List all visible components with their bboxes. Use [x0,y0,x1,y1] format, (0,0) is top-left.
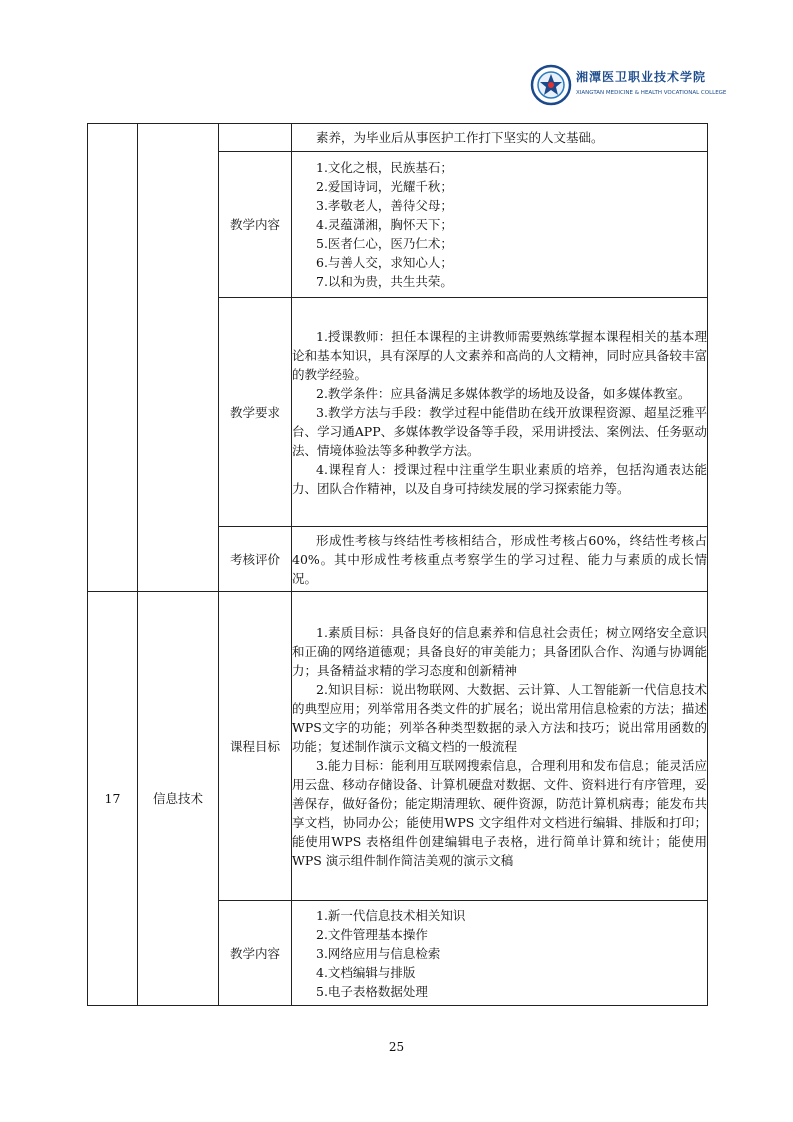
list-item: 3.孝敬老人，善待父母； [316,198,453,213]
row-label: 教学内容 [219,152,292,298]
list-item: 3.网络应用与信息检索 [316,945,441,961]
college-name: 湘潭医卫职业技术学院 [576,70,707,84]
prev-course-number-cell [88,124,138,592]
course-objectives-cell [292,592,708,901]
paragraph: 2.教学条件：应具备满足多媒体教学的场地及设备，如多媒体教室。 [316,385,691,401]
paragraph: 形成性考核与终结性考核相结合，形成性考核占60%，终结性考核占40%。其中形成性考核重点考察学生的学习过程、能力与素质的成长情况。 [292,532,707,586]
list-item: 1.新一代信息技术相关知识 [316,907,466,923]
college-logo [530,64,727,108]
college-name-en: XIANGTAN MEDICINE & HEALTH VOCATIONAL COLLEGE [576,90,727,96]
prev-course-name-cell [138,124,219,592]
teaching-requirements-cell [292,298,708,527]
list-item: 4.灵蕴潇湘，胸怀天下； [316,217,453,232]
paragraph: 4.课程育人：授课过程中注重学生职业素质的培养，包括沟通表达能力、团队合作精神，以及自身可持续发展的学习探索能力等。 [292,461,707,496]
teaching-content-cell [292,152,708,298]
teaching-content-cell [292,901,708,1006]
list-item: 4.文档编辑与排版 [316,964,416,980]
page-number: 25 [388,1040,405,1054]
course-name: 信息技术 [138,592,219,1006]
list-item: 7.以和为贵，共生共荣。 [316,274,453,289]
paragraph: 1.授课教师：担任本课程的主讲教师需要熟练掌握本课程相关的基本理论和基本知识，具有深厚的人文素养和高尚的人文精神，同时应具备较丰富的教学经验。 [292,328,707,382]
list-item: 6.与善人交，求知心人； [316,255,453,270]
continued-text-cell [292,124,708,152]
continued-label-cell [219,124,292,152]
assessment-cell [292,527,708,592]
table-row [88,124,708,152]
college-emblem-icon [530,64,572,106]
row-label: 教学内容 [219,901,292,1006]
list-item: 2.爱国诗词，光耀千秋； [316,179,453,194]
continued-text: 素养，为毕业后从事医护工作打下坚实的人文基础。 [316,130,604,145]
list-item: 5.医者仁心，医乃仁术； [316,236,453,251]
list-item: 2.文件管理基本操作 [316,926,428,942]
list-item: 5.电子表格数据处理 [316,983,428,999]
course-number: 17 [88,592,138,1006]
paragraph: 2.知识目标：说出物联网、大数据、云计算、人工智能新一代信息技术的典型应用；列举常用各类文件的扩展名；说出常用信息检索的方法；描述WPS文字的功能；列举各种类型数据的录入方法和技巧；说出常用函数的功能；复述制作演示文稿文档的一般流程 [292,681,707,754]
paragraph: 3.能力目标：能利用互联网搜索信息，合理利用和发布信息；能灵活应用云盘、移动存储设备、计算机硬盘对数据、文件、资料进行有序管理，妥善保存，做好备份；能定期清理软、硬件资源，防范计算机病毒；能发布共享文档，协同办公；能使用WPS 文字组件对文档进行编辑、排版和打印；能使用WPS 表格组件创建编辑电子表格，进行简单计算和统计；能使用WPS 演示组件制作简洁美观的演示文稿 [292,757,707,868]
row-label: 课程目标 [219,592,292,901]
course-table [87,123,708,1006]
row-label: 考核评价 [219,527,292,592]
paragraph: 3.教学方法与手段：教学过程中能借助在线开放课程资源、超星泛雅平台、学习通APP、多媒体教学设备等手段，采用讲授法、案例法、任务驱动法、情境体验法等多种教学方法。 [292,404,707,458]
list-item: 1.文化之根，民族基石； [316,160,453,175]
row-label: 教学要求 [219,298,292,527]
table-row [88,592,708,901]
paragraph: 1.素质目标：具备良好的信息素养和信息社会责任；树立网络安全意识和正确的网络道德观；具备良好的审美能力；具备团队合作、沟通与协调能力；具备精益求精的学习态度和创新精神 [292,624,707,678]
